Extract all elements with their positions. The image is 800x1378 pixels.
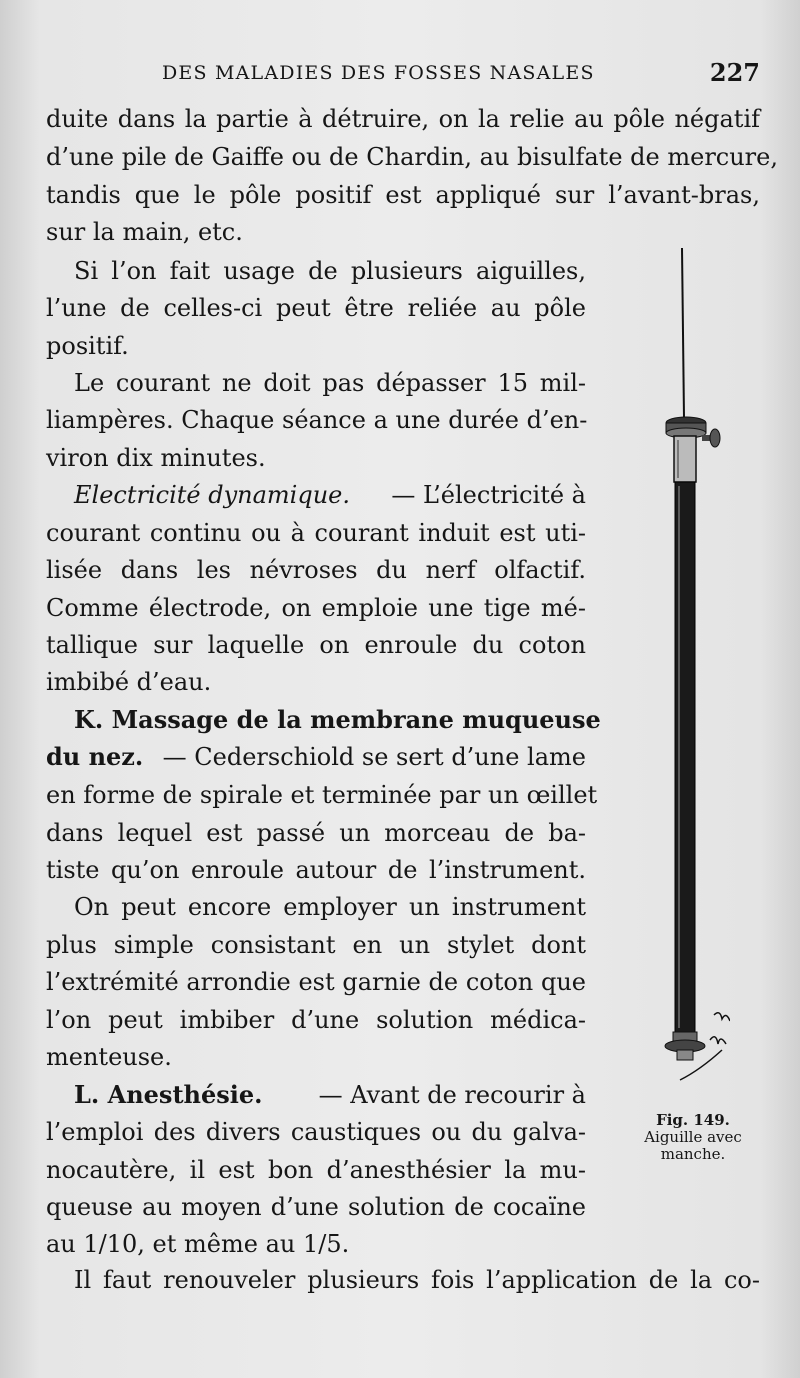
heading-k-cont: du nez.: [46, 742, 144, 771]
heading-k: K. Massage de la membrane muqueuse: [74, 705, 601, 734]
text-line-rest: — Avant de recourir à: [318, 1081, 586, 1109]
running-head: DES MALADIES DES FOSSES NASALES: [162, 62, 595, 84]
text-line: viron dix minutes.: [46, 444, 266, 472]
text-line: queuse au moyen d’une solution de cocaïne: [46, 1193, 586, 1221]
page-number: 227: [709, 58, 760, 87]
text-line-rest: — L’électricité à: [391, 481, 586, 509]
text-line: liampères. Chaque séance a une durée d’en-: [46, 406, 588, 434]
text-line: imbibé d’eau.: [46, 668, 212, 696]
text-line: Comme électrode, on emploie une tige mé-: [46, 594, 586, 622]
text-line: On peut encore employer un instrument: [74, 893, 586, 921]
text-line: l’une de celles-ci peut être reliée au pôle: [46, 294, 586, 322]
text-line: l’on peut imbiber d’une solution médica-: [46, 1006, 586, 1034]
text-line: tiste qu’on enroule autour de l’instrument.: [46, 856, 586, 884]
text-line: nocautère, il est bon d’anesthésier la mu-: [46, 1156, 586, 1184]
text-line: [46, 480, 586, 510]
text-line: menteuse.: [46, 1043, 172, 1071]
text-line: Si l’on fait usage de plusieurs aiguilles,: [74, 257, 586, 285]
figure-caption-line: manche.: [660, 1145, 726, 1163]
figure-caption-line: Aiguille avec: [644, 1128, 742, 1146]
text-line: dans lequel est passé un morceau de ba-: [46, 819, 586, 847]
heading-electricite: Electricité dynamique.: [74, 481, 350, 509]
page-header: [40, 58, 770, 98]
figure-caption: [618, 1112, 768, 1163]
text-line-rest: — Cederschiold se sert d’une lame: [162, 743, 586, 771]
text-line: au 1/10, et même au 1/5.: [46, 1230, 350, 1258]
text-line: lisée dans les névroses du nerf olfactif.: [46, 556, 586, 584]
text-line: sur la main, etc.: [46, 218, 243, 246]
heading-l: L. Anesthésie.: [74, 1080, 263, 1109]
text-line: plus simple consistant en un stylet dont: [46, 931, 586, 959]
needle-with-handle-illustration: [640, 240, 730, 1100]
text-line: Il faut renouveler plusieurs fois l’application de la co-: [74, 1266, 760, 1294]
text-line: courant continu ou à courant induit est uti-: [46, 519, 586, 547]
text-line: l’emploi des divers caustiques ou du galva-: [46, 1118, 586, 1146]
text-line: Le courant ne doit pas dépasser 15 mil-: [74, 369, 586, 397]
text-line: positif.: [46, 332, 129, 360]
text-line: [46, 742, 586, 772]
figure-number: Fig. 149.: [656, 1111, 730, 1129]
text-line: d’une pile de Gaiffe ou de Chardin, au bisulfate de mercure,: [46, 143, 778, 171]
text-line: duite dans la partie à détruire, on la relie au pôle négatif: [46, 105, 760, 133]
text-line: [46, 1080, 586, 1110]
text-line: l’extrémité arrondie est garnie de coton que: [46, 968, 586, 996]
text-line: en forme de spirale et terminée par un œillet: [46, 781, 598, 809]
text-line: tandis que le pôle positif est appliqué sur l’avant-bras,: [46, 181, 760, 209]
text-line: tallique sur laquelle on enroule du coton: [46, 631, 586, 659]
